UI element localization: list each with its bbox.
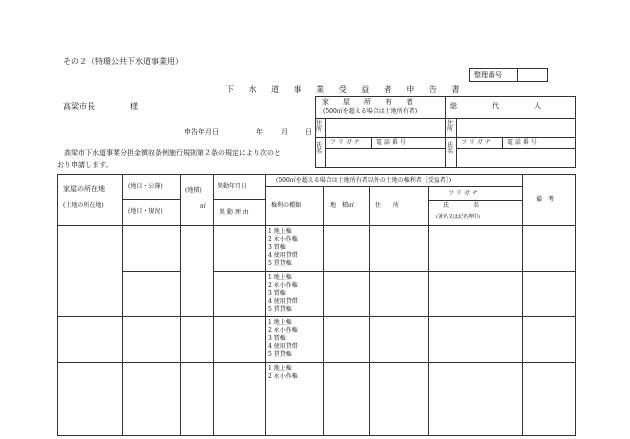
- col-chimoku-official: (地目・公簿): [128, 183, 163, 190]
- col-right-type: 権利の種類: [271, 202, 302, 209]
- col-area: (地積): [185, 187, 202, 194]
- list-item: 5 賃貸権: [268, 260, 292, 267]
- col-area-unit: ㎡: [200, 203, 207, 210]
- col-right-area: 地 積㎡: [330, 202, 355, 209]
- list-item: 1 地上権: [268, 319, 292, 326]
- col-furigana: フ リ ガ ナ: [448, 190, 478, 197]
- col-change-date: 異動年月日: [217, 183, 248, 190]
- serial-label: 整理番号: [474, 71, 502, 79]
- owner-title: 家 屋 所 有 者: [322, 98, 413, 106]
- rep-title: 総 代 人: [450, 102, 541, 110]
- owner-phone: 電 話 番 号: [376, 139, 406, 146]
- owner-name-label: 氏名: [316, 142, 323, 155]
- date-year: 年: [256, 128, 263, 136]
- statement-line2: おり申請します。: [57, 161, 113, 169]
- list-item: 5 賃貸権: [268, 351, 292, 358]
- rights-header: (500㎡を超える場合は土地所有者以外の土地の権利者［受益者］): [276, 177, 452, 184]
- rep-furigana: フ リ ガ ナ: [461, 139, 491, 146]
- list-item: 1 地上権: [268, 365, 292, 372]
- list-item: 1 地上権: [268, 228, 292, 235]
- list-item: 3 質権: [268, 290, 286, 297]
- col-location-sub: (土地の所在地): [63, 202, 104, 209]
- rep-phone: 電 話 番 号: [507, 139, 537, 146]
- col-chimoku-current: (地目・現況): [128, 208, 163, 215]
- col-location: 家屋の所在地: [63, 185, 105, 193]
- list-item: 4 使用貸借: [268, 252, 298, 259]
- date-month: 月: [281, 128, 288, 136]
- recipient: 高梁市長: [63, 102, 95, 111]
- list-item: 3 質権: [268, 244, 286, 251]
- list-item: 5 賃貸権: [268, 306, 292, 313]
- form-code: その２（特環公共下水道事業用）: [63, 57, 183, 66]
- list-item: 4 使用貸借: [268, 298, 298, 305]
- col-name-note: (署名又は記名押印): [436, 214, 480, 220]
- rep-address-label: 住所: [447, 120, 454, 133]
- rep-name-label: 氏名: [447, 142, 454, 155]
- list-item: 3 質権: [268, 335, 286, 342]
- list-item: 2 永小作権: [268, 373, 298, 380]
- list-item: 1 地上権: [268, 274, 292, 281]
- col-address: 住 所: [375, 202, 400, 209]
- date-day: 日: [305, 128, 312, 136]
- list-item: 2 永小作権: [268, 282, 298, 289]
- col-remarks: 備 考: [536, 196, 555, 203]
- owner-title-note: (500㎡を超える場合は土地所有者): [323, 108, 418, 115]
- page-title: 下 水 道 事 業 受 益 者 申 告 書: [226, 85, 466, 94]
- date-label: 申告年月日: [184, 128, 219, 136]
- honorific: 様: [130, 102, 138, 111]
- col-name: 氏 名: [443, 202, 480, 209]
- list-item: 2 永小作権: [268, 327, 298, 334]
- owner-furigana: フ リ ガ ナ: [330, 139, 360, 146]
- statement-line1: 高梁市下水道事業分担金徴収条例施行規則第２条の規定により次のと: [64, 149, 281, 157]
- list-item: 2 永小作権: [268, 236, 298, 243]
- owner-address-label: 住所: [316, 120, 323, 133]
- list-item: 4 使用貸借: [268, 343, 298, 350]
- col-change-reason: 異 動 理 由: [219, 209, 249, 216]
